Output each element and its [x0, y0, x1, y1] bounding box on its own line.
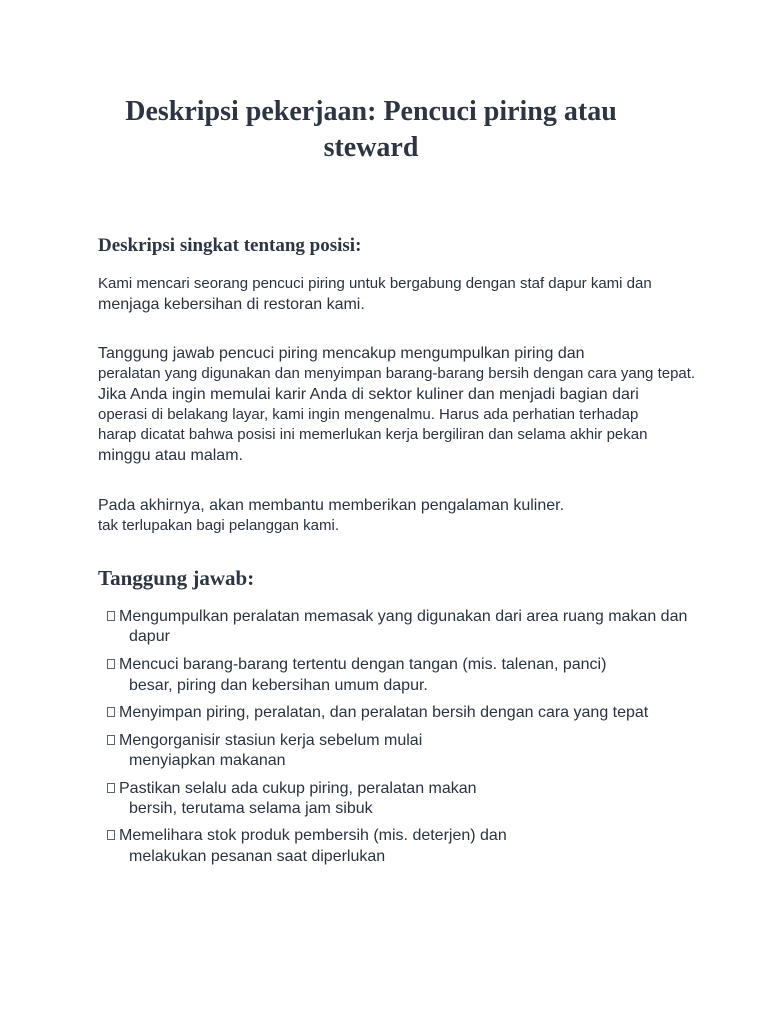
responsibility-text: Mencuci barang-barang tertentu dengan tangan (mis. talenan, panci) — [119, 656, 607, 673]
responsibilities-heading: Tanggung jawab: — [98, 566, 255, 590]
summary-heading: Deskripsi singkat tentang posisi: — [98, 235, 362, 256]
responsibility-item-5 — [107, 780, 477, 798]
paragraph-2-line-1: Tanggung jawab pencuci piring mencakup mengumpulkan piring dan — [98, 345, 585, 362]
responsibility-item-4 — [107, 732, 422, 750]
page-title-line-2: steward — [323, 132, 419, 163]
responsibility-item-1 — [107, 608, 687, 626]
responsibility-text: Mengorganisir stasiun kerja sebelum mulai — [119, 732, 423, 749]
paragraph-2-line-3: Jika Anda ingin memulai karir Anda di sektor kuliner dan menjadi bagian dari — [98, 386, 639, 403]
responsibility-text: Mengumpulkan peralatan memasak yang digunakan dari area ruang makan dan — [119, 608, 688, 625]
paragraph-2-line-5: harap dicatat bahwa posisi ini memerlukan kerja bergiliran dan selama akhir pekan — [98, 426, 648, 443]
page-title-line-1: Deskripsi pekerjaan: Pencuci piring atau — [125, 96, 617, 127]
responsibility-text: Memelihara stok produk pembersih (mis. deterjen) dan — [119, 827, 507, 844]
paragraph-2-line-6: minggu atau malam. — [98, 447, 243, 464]
responsibility-item-1-continuation: dapur — [129, 628, 170, 645]
responsibility-text: Menyimpan piring, peralatan, dan peralatan bersih dengan cara yang tepat — [119, 704, 649, 721]
responsibility-item-3 — [107, 704, 648, 722]
paragraph-3-line-1: Pada akhirnya, akan membantu memberikan pengalaman kuliner. — [98, 497, 565, 514]
responsibility-item-6-continuation: melakukan pesanan saat diperlukan — [129, 848, 386, 865]
responsibility-item-4-continuation: menyiapkan makanan — [129, 752, 286, 769]
responsibility-item-2-continuation: besar, piring dan kebersihan umum dapur. — [129, 677, 428, 694]
paragraph-3-line-2: tak terlupakan bagi pelanggan kami. — [98, 517, 339, 534]
bullet-box-icon — [107, 707, 115, 717]
bullet-box-icon — [107, 735, 115, 745]
paragraph-1-line-1: Kami mencari seorang pencuci piring untuk bergabung dengan staf dapur kami dan — [98, 275, 652, 292]
responsibility-text: Pastikan selalu ada cukup piring, peralatan makan — [119, 780, 477, 797]
page-title — [0, 94, 742, 166]
paragraph-2-line-4: operasi di belakang layar, kami ingin mengenalmu. Harus ada perhatian terhadap — [98, 406, 639, 423]
bullet-box-icon — [107, 830, 115, 840]
responsibility-item-2 — [107, 656, 606, 674]
responsibility-item-6 — [107, 827, 507, 845]
bullet-box-icon — [107, 659, 115, 669]
paragraph-2-line-2: peralatan yang digunakan dan menyimpan barang-barang bersih dengan cara yang tepat. — [98, 365, 696, 382]
responsibility-item-5-continuation: bersih, terutama selama jam sibuk — [129, 800, 373, 817]
bullet-box-icon — [107, 783, 115, 793]
bullet-box-icon — [107, 611, 115, 621]
paragraph-1-line-2: menjaga kebersihan di restoran kami. — [98, 296, 365, 313]
